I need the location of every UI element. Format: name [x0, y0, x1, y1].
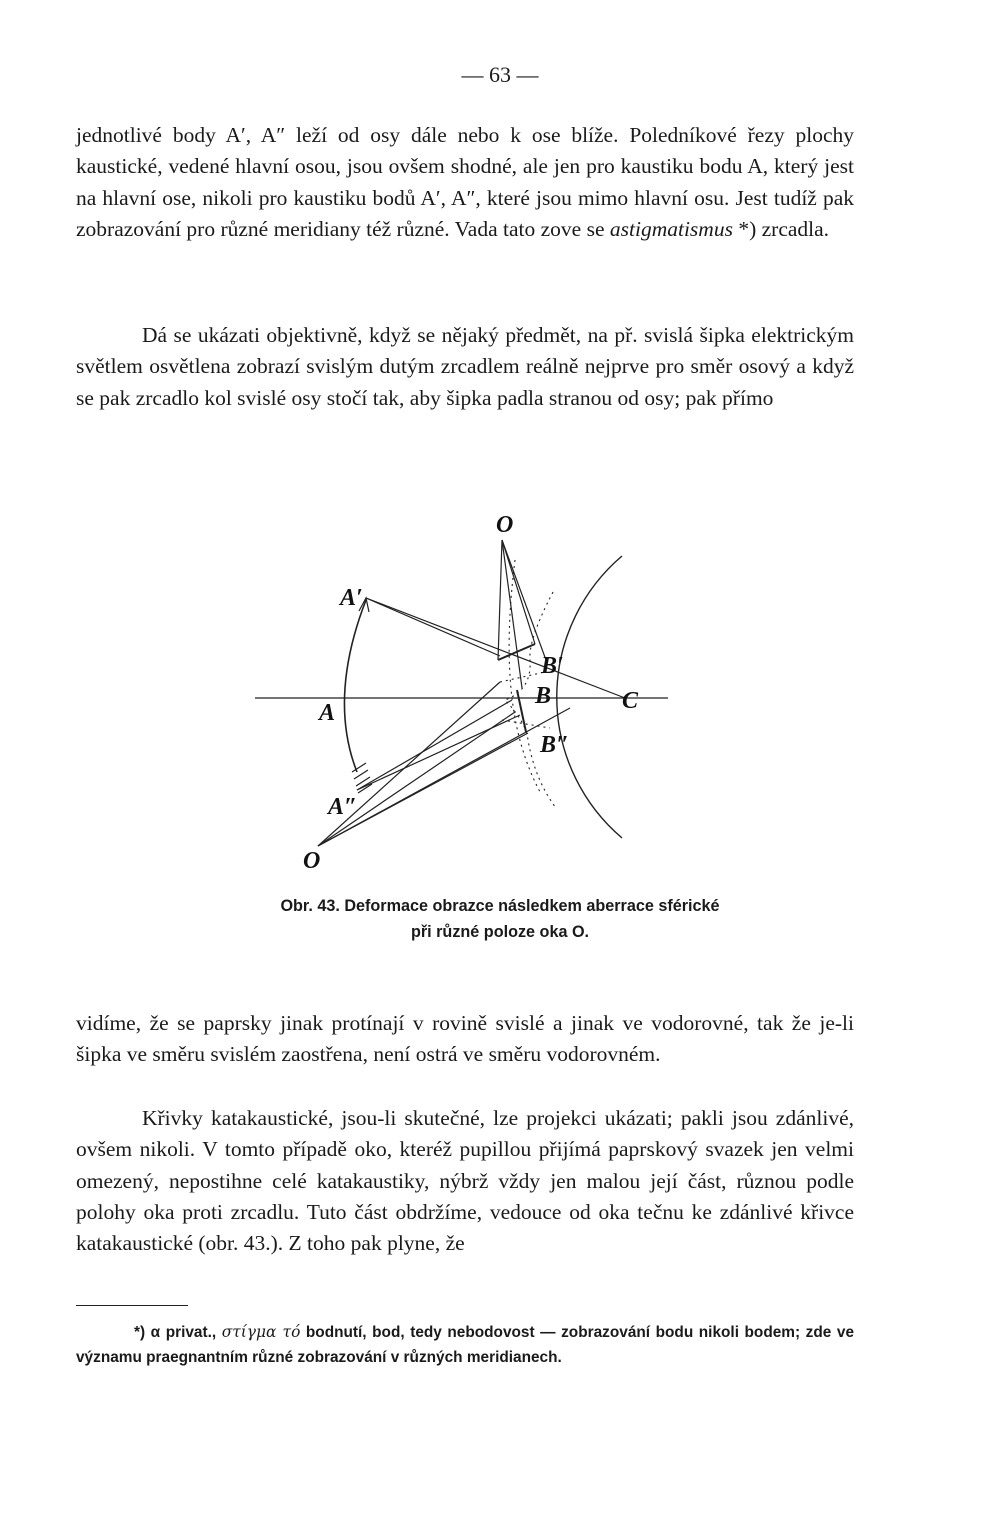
ray-eye-top-3: [502, 540, 535, 644]
label-b-double-prime: B″: [540, 732, 570, 758]
label-o-top: O: [496, 512, 514, 538]
caustic-tangent-1: [500, 672, 545, 682]
caption-line-1: Obr. 43. Deformace obrazce následkem aberrace sférické: [280, 897, 720, 915]
label-a: A: [319, 700, 336, 726]
page-number: — 63 —: [461, 62, 539, 87]
ray-a-double-prime-1: [357, 715, 520, 790]
figure-43-diagram: [240, 500, 700, 880]
object-arc: [344, 600, 366, 772]
caustic-tangent-2: [502, 720, 550, 728]
figure-43-svg: [240, 500, 700, 880]
label-o-bottom: O: [303, 848, 321, 874]
ray-a-prime: [366, 598, 500, 656]
image-arrow-bottom: [517, 690, 526, 732]
label-a-prime: A′: [340, 585, 363, 611]
footnote-marker: *) α privat.,: [134, 1324, 217, 1341]
ray-eye-top-2: [502, 540, 522, 688]
footnote-rule: [76, 1305, 188, 1306]
ray-eye-bottom-2: [318, 712, 515, 846]
footnote-greek: στίγμα τό: [221, 1323, 301, 1341]
paragraph-1-text: jednotlivé body A′, A″ leží od osy dále nebo k ose blíže. Poledníkové řezy plochy kaustické, vedené hlavní osou, jsou ovšem shodné, ale jen pro kaustiku bodu A, který jest na hlavní ose, nikoli pro kaustiku bodů A′, A″, které jsou mimo hlavní osu. Jest tudíž pak zobrazování pro různé meridiany též různé. Vada tato zove se: [76, 123, 854, 241]
mirror-arc: [557, 556, 622, 838]
caption-line-2: při různé poloze oka O.: [410, 923, 590, 941]
ray-eye-top-1: [498, 540, 502, 660]
ray-a-prime-c: [366, 598, 625, 698]
label-a-double-prime: A″: [328, 794, 358, 820]
ray-a-double-prime-2: [357, 700, 512, 790]
label-b-prime: B′: [541, 653, 564, 679]
term-astigmatismus: astigmatismus: [609, 216, 733, 241]
paragraph-1: [76, 120, 854, 245]
paragraph-2: Dá se ukázati objektivně, když se nějaký předmět, na př. svislá šipka elektrickým světlem osvětlena zobrazí svislým dutým zrcadlem reálně nejprve pro směr osový a když se pak zrcadlo kol svislé osy stočí tak, aby šipka padla stranou od osy; pak přímo: [76, 323, 854, 410]
label-c: C: [622, 688, 639, 714]
figure-caption: [150, 893, 850, 945]
footnote: [76, 1320, 854, 1371]
footnote-text: bodnutí, bod, tedy nebodovost — zobrazování bodu nikoli bodem; zde ve významu praegnantním různé zobrazování v různých meridianech.: [76, 1324, 855, 1367]
paragraph-4: Křivky katakaustické, jsou-li skutečné, lze projekci ukázati; pakli jsou zdánlivé, ovšem nikoli. V tomto případě oko, kteréž pupillou přijímá paprskový svazek jen velmi omezený, nepostihne celé katakaustiky, nýbrž vždy jen malou její část, různou podle polohy oka proti zrcadlu. Tuto část obdržíme, vedouce od oka tečnu ke zdánlivé křivce katakaustické (obr. 43.). Z toho pak plyne, že: [76, 1106, 854, 1256]
label-b: B: [535, 683, 552, 709]
paragraph-1-end: *) zrcadla.: [732, 216, 830, 241]
paragraph-3: vidíme, že se paprsky jinak protínají v rovině svislé a jinak ve vodorovné, tak že je-li šipka ve směru svislém zaostřena, není ostrá ve směru vodorovném.: [76, 1011, 854, 1067]
ray-eye-bottom-1: [318, 682, 500, 846]
ray-eye-top-4: [502, 540, 546, 660]
